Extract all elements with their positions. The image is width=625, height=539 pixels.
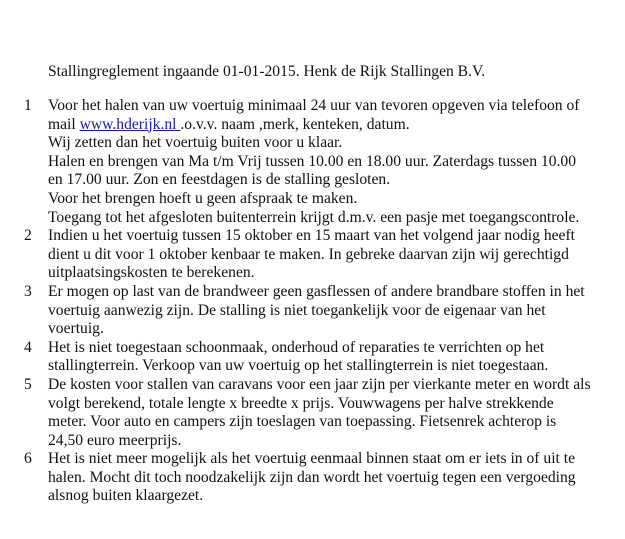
rule-line: Halen en brengen van Ma t/m Vrij tussen 10.00 en 18.00 uur. Zaterdags tussen 10.00 (48, 152, 576, 170)
rule-number: 6 (24, 450, 32, 468)
rule-line: De kosten voor stallen van caravans voor een jaar zijn per vierkante meter en wordt als (48, 375, 591, 393)
rule-text (48, 339, 608, 376)
rule-text (48, 227, 608, 283)
rule-line: Toegang tot het afgesloten buitenterrein krijgt d.m.v. een pasje met toegangscontrole. (48, 208, 580, 226)
rule-line: Indien u het voertuig tussen 15 oktober en 15 maart van het volgend jaar nodig heeft (48, 227, 576, 245)
rules-list (0, 97, 625, 506)
rule-line: Voor het brengen hoeft u geen afspraak te maken. (48, 189, 358, 207)
rule-number: 2 (24, 227, 32, 245)
rule-text (48, 97, 608, 227)
rule-line: Het is niet toegestaan schoonmaak, onderhoud of reparaties te verrichten op het (48, 338, 545, 356)
rule-text-fragment: .o.v.v. naam ,merk, kenteken, datum. (180, 115, 410, 133)
rule-line-with-link (48, 116, 608, 135)
rule-line: Er mogen op last van de brandweer geen gasflessen of andere brandbare stoffen in het (48, 282, 585, 300)
rule-line: stallingterrein. Verkoop van uw voertuig op het stallingterrein is niet toegestaan. (48, 357, 549, 375)
rule-line: meter. Voor auto en campers zijn toeslagen van toepassing. Fietsenrek achterop is (48, 413, 557, 431)
rule-number: 5 (24, 375, 32, 393)
rule-line: en 17.00 uur. Zon en feestdagen is de stalling gesloten. (48, 171, 391, 189)
rule-item-5 (0, 376, 625, 450)
rule-number: 1 (24, 97, 32, 114)
rule-line: Voor het halen van uw voertuig minimaal 24 uur van tevoren opgeven via telefoon of (48, 97, 580, 114)
rule-line: dient u dit voor 1 oktober kenbaar te maken. In gebreke daarvan zijn wij gerechtigd (48, 245, 569, 263)
rule-item-1 (0, 97, 625, 227)
rule-text (48, 450, 608, 506)
rule-line: alsnog buiten klaargezet. (48, 487, 204, 505)
rule-line: uitplaatsingskosten te berekenen. (48, 264, 255, 282)
rule-text (48, 283, 608, 339)
rule-item-2 (0, 227, 625, 283)
rule-text (48, 376, 608, 450)
document-title: Stallingreglement ingaande 01-01-2015. Henk de Rijk Stallingen B.V. (48, 63, 486, 80)
rule-number: 4 (24, 338, 32, 356)
rule-line: volgt berekend, totale lengte x breedte x prijs. Vouwwagens per halve strekkende (48, 394, 554, 412)
rule-line: voertuig aanwezig zijn. De stalling is niet toegankelijk voor de eigenaar van het (48, 301, 546, 319)
rule-item-4 (0, 339, 625, 376)
rule-line: Wij zetten dan het voertuig buiten voor u klaar. (48, 134, 343, 152)
rule-line: halen. Mocht dit toch noodzakelijk zijn dan wordt het voertuig tegen een vergoeding (48, 468, 576, 486)
rule-line: voertuig. (48, 320, 104, 338)
rule-line: 24,50 euro meerprijs. (48, 431, 182, 449)
rule-number: 3 (24, 282, 32, 300)
rule-item-3 (0, 283, 625, 339)
rule-line: Het is niet meer mogelijk als het voertuig eenmaal binnen staat om er iets in of uit te (48, 450, 576, 468)
rule-text-fragment: mail (48, 115, 80, 133)
website-link[interactable]: www.hderijk.nl (79, 115, 181, 133)
rule-item-6 (0, 450, 625, 506)
